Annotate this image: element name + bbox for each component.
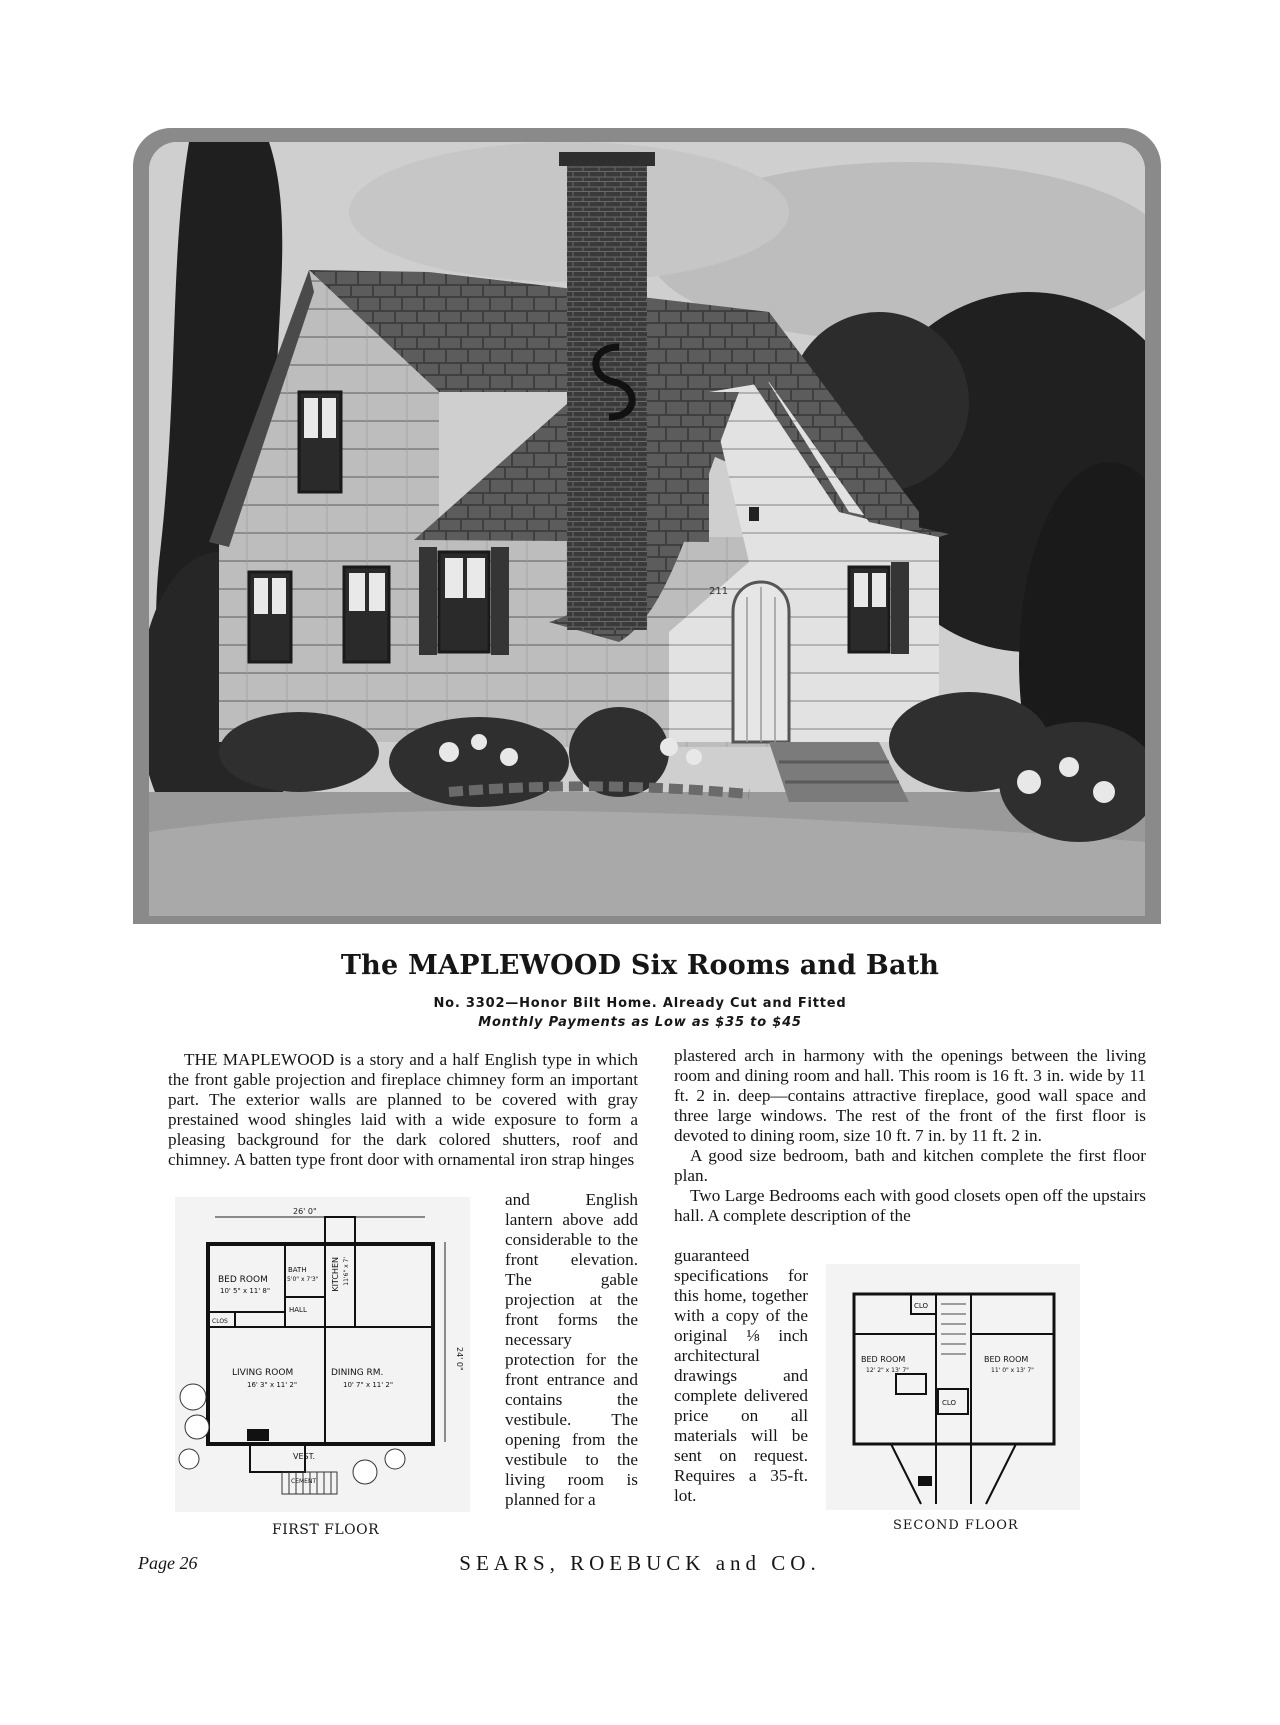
- description-col1-narrow: and English lantern above add considerable to the front elevation. The gable projection at the front forms the necessary protection for the front entrance and contains the vestibule. The opening from the vestibule to the living room is planned for a: [505, 1190, 638, 1509]
- first-floor-drawing: [175, 1197, 470, 1512]
- ff-cement-label: CEMENT: [291, 1478, 317, 1485]
- ff-bath-size: 5'0" x 7'3": [287, 1276, 319, 1283]
- page-title: The MAPLEWOOD Six Rooms and Bath: [340, 950, 940, 981]
- publisher-name: SEARS, ROEBUCK and CO.: [459, 1551, 821, 1575]
- house-photo-frame: [133, 128, 1161, 924]
- first-floor-caption: FIRST FLOOR: [272, 1522, 380, 1538]
- house-photo: [149, 142, 1145, 916]
- ff-bedroom-size: 10' 5" x 11' 8": [220, 1287, 271, 1295]
- sf-bedroom-left-label: BED ROOM: [861, 1355, 906, 1364]
- ff-width-dim: 26' 0": [293, 1207, 317, 1216]
- second-floor-drawing: [826, 1264, 1080, 1510]
- description-col2-p2: A good size bedroom, bath and kitchen complete the first floor plan.: [674, 1146, 1146, 1185]
- ff-vest-label: VEST.: [293, 1452, 316, 1461]
- sf-clo-top-label: CLO: [914, 1302, 929, 1310]
- ff-living-size: 16' 3" x 11' 2": [247, 1381, 298, 1389]
- house-number: 211: [709, 586, 729, 597]
- ff-kitchen-label: KITCHEN: [331, 1257, 340, 1292]
- house-illustration: [149, 142, 1145, 916]
- ff-clos-label: CLOS: [212, 1318, 228, 1325]
- ff-dining-label: DINING RM.: [331, 1368, 384, 1378]
- description-col2-p1: plastered arch in harmony with the openings between the living room and dining room and hall. This room is 16 ft. 3 in. wide by 11 ft. 2 in. deep—contains attractive fireplace, good wall space and three large windows. The rest of the front of the first floor is devoted to dining room, size 10 ft. 7 in. by 11 ft. 2 in.: [674, 1046, 1146, 1145]
- description-col2-narrow: guaranteed specifications for this home, together with a copy of the original ⅛ inch architectural drawings and complete delivered price on all materials will be sent on request. Requires a 35-ft. lot.: [674, 1246, 808, 1505]
- sf-clo-mid-label: CLO: [942, 1399, 957, 1407]
- page-number: Page 26: [138, 1553, 198, 1573]
- ff-kitchen-size: 11'6" x 7': [343, 1257, 350, 1286]
- second-floor-caption: SECOND FLOOR: [893, 1518, 1019, 1533]
- sf-bedroom-right-size: 11' 0" x 13' 7": [991, 1367, 1034, 1374]
- description-col2-p3: Two Large Bedrooms each with good closets open off the upstairs hall. A complete description of the: [674, 1186, 1146, 1225]
- ff-dining-size: 10' 7" x 11' 2": [343, 1381, 394, 1389]
- sf-bedroom-right-label: BED ROOM: [984, 1355, 1029, 1364]
- ff-bedroom-label: BED ROOM: [218, 1275, 268, 1285]
- first-floor-plan: [175, 1197, 470, 1512]
- ff-hall-label: HALL: [289, 1306, 307, 1314]
- description-col1-top: THE MAPLEWOOD is a story and a half English type in which the front gable projection and fireplace chimney form an important part. The exterior walls are planned to be covered with gray prestained wood shingles laid with a wide exposure to form a pleasing background for the dark colored shutters, roof and chimney. A batten type front door with ornamental iron strap hinges: [168, 1050, 638, 1169]
- ff-living-label: LIVING ROOM: [232, 1368, 294, 1378]
- sf-bedroom-left-size: 12' 2" x 13' 7": [866, 1367, 909, 1374]
- second-floor-plan: [826, 1264, 1080, 1510]
- ff-depth-dim: 24' 0": [455, 1347, 464, 1371]
- ff-bath-label: BATH: [288, 1266, 307, 1274]
- model-number-line: No. 3302—Honor Bilt Home. Already Cut and Fitted: [433, 996, 847, 1011]
- payments-line: Monthly Payments as Low as $35 to $45: [478, 1015, 802, 1030]
- description-col2: [674, 1046, 1146, 1226]
